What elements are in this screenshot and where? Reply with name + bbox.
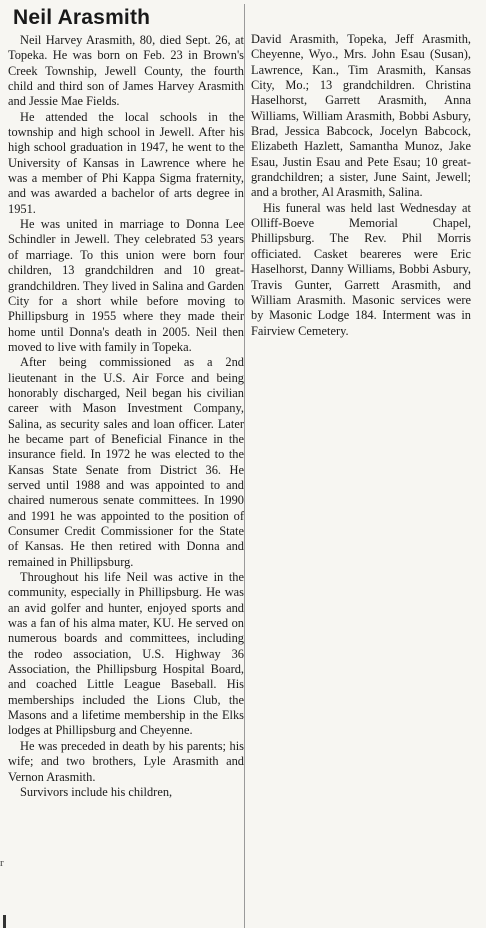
paragraph-community: Throughout his life Neil was active in the community, especially in Phillipsburg. He was an avid golfer and hunter, enjoyed sports and was a fan of his alma mater, KU. He served on numerous boards and committees, including the rodeo association, U.S. Highway 36 Association, the Phillipsburg Hospital Board, and coached Little League Baseball. His memberships included the Lions Club, the Masons and a lifetime membership in the Elks lodges at Phillipsburg and Cheyenne. [8,570,244,738]
obituary-headline: Neil Arasmith [13,6,151,29]
edge-mark [3,915,6,928]
right-column [251,32,471,339]
paragraph-career: After being commissioned as a 2nd lieutenant in the U.S. Air Force and being honorably discharged, Neil began his civilian career with Mason Investment Company, Salina, as security sales and loan officer. Later he became part of Beneficial Finance in the insurance field. In 1972 he was elected to the Kansas State Senate from District 36. He served until 1988 and was appointed to and chaired numerous senate committees. In 1990 and 1991 he was appointed to the position of Consumer Credit Commissioner for the State of Kansas. He then retired with Donna and remained in Phillipsburg. [8,355,244,569]
paragraph-funeral: His funeral was held last Wednesday at Olliff-Boeve Memorial Chapel, Phillipsburg. The Rev. Phil Morris officiated. Casket beareres were Eric Haselhorst, Danny Williams, Bobbi Asbury, Travis Gunter, Garrett Arasmith, and William Arasmith. Masonic services were by Masonic Lodge 184. Interment was in Fairview Cemetery. [251,200,471,338]
paragraph-preceded: He was preceded in death by his parents; his wife; and two brothers, Lyle Arasmith and Vernon Arasmith. [8,738,244,784]
paragraph-marriage: He was united in marriage to Donna Lee Schindler in Jewell. They celebrated 53 years of marriage. To this union were born four children, 13 grandchildren and 10 great-grandchildren. They lived in Salina and Garden City for a short while before moving to Phillipsburg in 1955 where they made their home until Donna's death in 2005. Neil then moved to live with family in Topeka. [8,217,244,354]
paragraph-survivors-start: Survivors include his children, [20,784,173,799]
paragraph-education: He attended the local schools in the township and high school in Jewell. After his high school graduation in 1947, he went to the University of Kansas in Lawrence where he was a member of Phi Kappa Sigma fraternity, and was awarded a bachelor of arts degree in 1951. [8,109,244,216]
column-divider [244,4,245,928]
paragraph-birth: Neil Harvey Arasmith, 80, died Sept. 26, at Topeka. He was born on Feb. 23 in Brown's Creek Township, Jewell County, the fourth child and third son of James Harvey Arasmith and Jessie Mae Fields. [8,33,244,109]
paragraph-survivors-continued: David Arasmith, Topeka, Jeff Arasmith, Cheyenne, Wyo., Mrs. John Esau (Susan), Lawrence, Kan., Tim Arasmith, Kansas City, Mo.; 13 grandchildren. Christina Haselhorst, Garrett Arasmith, Anna Williams, William Arasmith, Bobbi Asbury, Brad, Jessica Babcock, Jocelyn Babcock, Elizabeth Hazlett, Samantha Munoz, Jake Esau, Justin Esau and Pete Esau; 10 great-grandchildren; a sister, June Saint, Jewell; and a brother, Al Arasmith, Salina. [251,32,471,200]
left-column [8,0,244,800]
edge-fragment: r [0,857,4,869]
